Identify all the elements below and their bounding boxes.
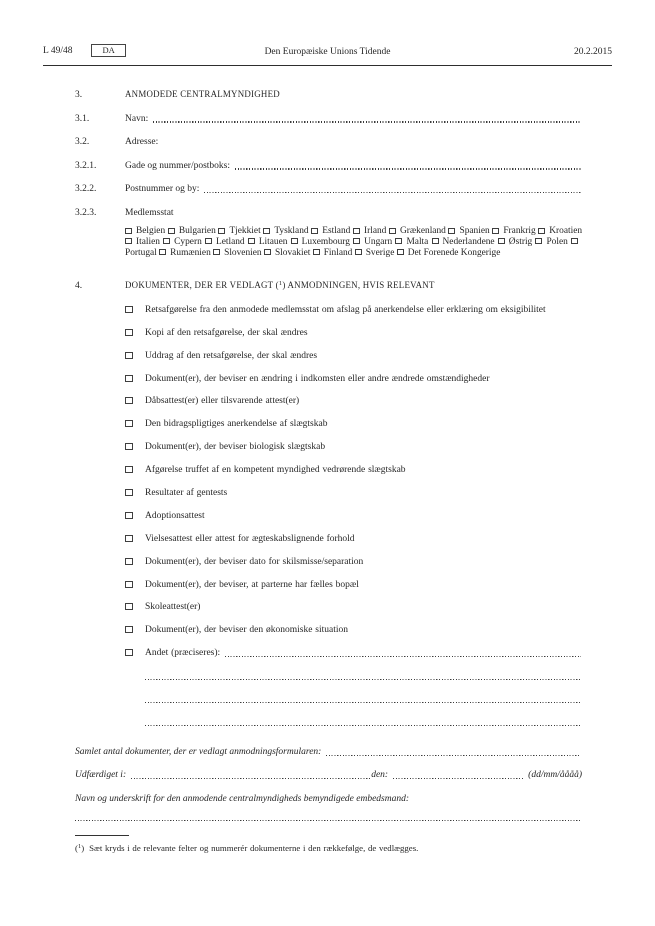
member-state-option[interactable]: [168, 226, 216, 236]
section-4-title: [125, 278, 435, 291]
section-3-title: ANMODEDE CENTRALMYNDIGHED: [125, 89, 280, 99]
document-checklist-item: [125, 534, 582, 545]
checkbox-icon[interactable]: [213, 249, 220, 255]
checkbox-icon[interactable]: [163, 238, 170, 244]
checkbox-icon[interactable]: [264, 249, 271, 255]
checkbox-icon[interactable]: [218, 228, 225, 234]
member-state-label: Ungarn: [364, 236, 393, 247]
blank-fill-in-row: [145, 694, 582, 705]
form-field-row: [75, 208, 582, 219]
member-state-option[interactable]: [397, 248, 501, 258]
form-body: [75, 66, 582, 823]
checkbox-icon[interactable]: [353, 228, 360, 234]
checkbox-icon[interactable]: [311, 228, 318, 234]
member-state-label: Belgien: [136, 226, 166, 236]
document-label: Adoptionsattest: [145, 510, 205, 521]
form-field-row: [75, 114, 582, 125]
member-state-option[interactable]: [263, 226, 308, 236]
member-state-option[interactable]: [432, 237, 495, 247]
document-label: Kopi af den retsafgørelse, der skal ændres: [145, 327, 308, 338]
page-header: [43, 0, 612, 66]
journal-title: Den Europæiske Unions Tidende: [264, 47, 391, 57]
document-label: Afgørelse truffet af en kompetent myndighed vedrørende slægtskab: [145, 465, 406, 476]
member-state-label: Letland: [215, 236, 245, 247]
checkbox-icon[interactable]: [125, 558, 133, 565]
document-checklist-item: [125, 442, 582, 453]
footnote-marker-open: (: [75, 843, 78, 854]
document-label: Resultater af gentests: [145, 488, 228, 499]
checkbox-icon[interactable]: [125, 306, 133, 313]
checkbox-icon[interactable]: [125, 489, 133, 496]
blank-fill-in-row: [145, 671, 582, 682]
date-format-hint: (dd/mm/åååå): [528, 770, 582, 781]
date-label: den:: [371, 770, 389, 781]
form-field-row: [75, 184, 582, 195]
field-label: Gade og nummer/postboks:: [125, 160, 231, 171]
member-state-label: Det Forenede Kongerige: [407, 247, 501, 258]
member-state-label: Irland: [363, 226, 387, 236]
checkbox-icon[interactable]: [389, 228, 396, 234]
place-label: Udfærdiget i:: [75, 770, 127, 781]
member-state-option[interactable]: [218, 226, 260, 236]
member-state-label: Polen: [546, 236, 568, 247]
document-checklist: [125, 305, 582, 659]
date-fill-in-line[interactable]: [388, 770, 528, 781]
document-checklist-item: [125, 465, 582, 476]
checkbox-icon[interactable]: [125, 443, 133, 450]
document-checklist-item: [125, 374, 582, 385]
form-field-row: [75, 137, 582, 148]
fill-in-line[interactable]: [145, 694, 582, 705]
checkbox-icon[interactable]: [125, 466, 133, 473]
document-label: Uddrag af den retsafgørelse, der skal ændres: [145, 350, 318, 361]
member-state-option[interactable]: [535, 237, 567, 247]
section-4-heading: [75, 278, 582, 292]
checkbox-icon[interactable]: [355, 249, 362, 255]
document-checklist-item: [125, 602, 582, 613]
member-state-option[interactable]: [498, 237, 532, 247]
fill-in-line[interactable]: [199, 184, 582, 195]
member-state-label: Slovenien: [224, 247, 262, 258]
member-state-label: Sverige: [365, 247, 395, 258]
member-state-option[interactable]: [159, 248, 211, 258]
footnote-marker-close: ): [81, 843, 85, 854]
section-4-number: 4.: [75, 281, 83, 292]
member-state-label: Portugal: [125, 247, 157, 258]
field-number: 3.2.3.: [75, 207, 97, 218]
checkbox-icon[interactable]: [395, 238, 402, 244]
member-state-label: Rumænien: [170, 247, 211, 258]
footnote-reference: 1: [278, 280, 283, 288]
footnote: [75, 835, 582, 854]
fill-in-line[interactable]: [321, 747, 582, 758]
member-state-label: Estland: [322, 226, 351, 236]
checkbox-icon[interactable]: [125, 238, 132, 244]
section-3-number: 3.: [75, 90, 83, 100]
field-number: 3.2.2.: [75, 184, 97, 194]
blank-fill-in-row: [145, 717, 582, 728]
member-state-label: Kroatien: [549, 226, 583, 236]
member-state-option[interactable]: [163, 237, 202, 247]
checkbox-icon[interactable]: [125, 375, 133, 382]
field-number: 3.2.: [75, 137, 90, 147]
member-state-option[interactable]: [248, 237, 288, 247]
member-state-label: Spanien: [459, 226, 490, 236]
member-state-label: Østrig: [508, 236, 533, 247]
member-state-option[interactable]: [313, 248, 353, 258]
document-label: Dokument(er), der beviser dato for skilsmisse/separation: [145, 556, 364, 567]
checkbox-icon[interactable]: [263, 228, 270, 234]
member-state-label: Litauen: [258, 236, 288, 247]
member-state-option[interactable]: [538, 226, 582, 236]
document-label: Skoleattest(er): [145, 602, 201, 613]
checkbox-icon[interactable]: [125, 420, 133, 427]
closing-block: [75, 747, 582, 824]
checkbox-icon[interactable]: [125, 603, 133, 610]
checkbox-icon[interactable]: [498, 238, 505, 244]
document-checklist-item: [125, 625, 582, 636]
document-label: Dåbsattest(er) eller tilsvarende attest(er): [145, 396, 300, 407]
document-checklist-item: [125, 396, 582, 407]
checkbox-icon[interactable]: [571, 238, 578, 244]
member-state-option[interactable]: [125, 226, 165, 236]
member-state-option[interactable]: [311, 226, 350, 236]
member-state-option[interactable]: [213, 248, 262, 258]
member-state-option[interactable]: [389, 226, 446, 236]
document-label: Andet (præciseres):: [145, 648, 221, 659]
member-state-label: Malta: [406, 236, 429, 247]
document-checklist-item: [125, 648, 582, 659]
checkbox-icon[interactable]: [125, 535, 133, 542]
document-checklist-item: [125, 305, 582, 316]
document-checklist-item: [125, 557, 582, 568]
member-state-option[interactable]: [264, 248, 310, 258]
footnote-divider: [75, 835, 129, 836]
signature-line[interactable]: [75, 812, 582, 823]
checkbox-icon[interactable]: [353, 238, 360, 244]
fill-in-line[interactable]: [148, 114, 582, 125]
other-details-blank-lines: [75, 671, 582, 728]
member-state-checkbox-group: [125, 226, 582, 258]
footnote-marker-number: 1: [77, 843, 82, 851]
checkbox-icon[interactable]: [538, 228, 545, 234]
header-left: [43, 45, 213, 58]
total-documents-row: [75, 747, 582, 758]
document-label: Den bidragspligtiges anerkendelse af slægtskab: [145, 419, 328, 430]
place-date-row: [75, 770, 582, 781]
document-label: Vielsesattest eller attest for ægteskabslignende forhold: [145, 533, 355, 544]
signature-row: [75, 812, 582, 823]
member-state-label: Luxembourg: [301, 236, 350, 247]
checkbox-icon[interactable]: [248, 238, 255, 244]
member-state-label: Tjekkiet: [229, 226, 261, 236]
member-state-label: Tyskland: [274, 226, 309, 236]
member-state-label: Grækenland: [400, 226, 446, 236]
member-state-label: Bulgarien: [178, 226, 216, 236]
member-state-label: Finland: [323, 247, 353, 258]
document-checklist-item: [125, 511, 582, 522]
checkbox-icon[interactable]: [448, 228, 455, 234]
document-label: Dokument(er), der beviser, at parterne har fælles bopæl: [145, 579, 359, 590]
checkbox-icon[interactable]: [125, 512, 133, 519]
member-state-option[interactable]: [205, 237, 245, 247]
section-4-title-post: ) ANMODNINGEN, HVIS RELEVANT: [282, 280, 435, 291]
field-number: 3.1.: [75, 113, 90, 124]
fill-in-line[interactable]: [220, 648, 582, 659]
section-3-heading: [75, 89, 582, 101]
member-state-label: Frankrig: [503, 226, 536, 236]
fill-in-line[interactable]: [145, 717, 582, 728]
checkbox-icon[interactable]: [125, 397, 133, 404]
field-label: Medlemsstat: [125, 207, 174, 218]
page-number: L 49/48: [43, 46, 73, 56]
document-checklist-item: [125, 351, 582, 362]
section-4-title-pre: DOKUMENTER, DER ER VEDLAGT (: [125, 280, 279, 291]
fill-in-line[interactable]: [230, 161, 582, 172]
member-state-option[interactable]: [353, 226, 386, 236]
document-label: Dokument(er), der beviser en ændring i indkomsten eller andre ændrede omstændigheder: [145, 373, 490, 384]
checkbox-icon[interactable]: [205, 238, 212, 244]
document-checklist-item: [125, 328, 582, 339]
member-state-option[interactable]: [492, 226, 535, 236]
document-label: Retsafgørelse fra den anmodede medlemsstat om afslag på anerkendelse eller erklæring om eksigibilitet: [145, 304, 546, 315]
checkbox-icon[interactable]: [313, 249, 320, 255]
form-field-row: [75, 161, 582, 172]
checkbox-icon[interactable]: [125, 649, 133, 656]
place-fill-in-line[interactable]: [126, 770, 371, 781]
document-checklist-item: [125, 488, 582, 499]
document-label: Dokument(er), der beviser biologisk slægtskab: [145, 442, 326, 453]
field-label: Navn:: [125, 113, 149, 124]
checkbox-icon[interactable]: [397, 249, 404, 255]
member-state-label: Slovakiet: [274, 247, 311, 258]
checkbox-icon[interactable]: [125, 329, 133, 336]
member-state-option[interactable]: [448, 226, 489, 236]
document-checklist-item: [125, 419, 582, 430]
footnote-marker: [75, 843, 84, 853]
checkbox-icon[interactable]: [432, 238, 439, 244]
header-date: 20.2.2015: [574, 47, 612, 57]
field-label: Adresse:: [125, 137, 159, 147]
checkbox-icon[interactable]: [291, 238, 298, 244]
field-number: 3.2.1.: [75, 160, 97, 171]
document-label: Dokument(er), der beviser den økonomiske situation: [145, 625, 349, 636]
language-badge: DA: [91, 44, 125, 57]
footnote-text: Sæt kryds i de relevante felter og nummerér dokumenterne i den rækkefølge, de vedlægges.: [89, 843, 419, 854]
signature-label: Navn og underskrift for den anmodende centralmyndigheds bemyndigede embedsmand:: [75, 793, 410, 804]
checkbox-icon[interactable]: [159, 249, 166, 255]
checkbox-icon[interactable]: [535, 238, 542, 244]
checkbox-icon[interactable]: [125, 352, 133, 359]
fill-in-line[interactable]: [145, 671, 582, 682]
checkbox-icon[interactable]: [168, 228, 175, 234]
footnote-text-row: [75, 841, 582, 854]
checkbox-icon[interactable]: [125, 626, 133, 633]
member-state-label: Cypern: [174, 236, 202, 247]
member-state-option[interactable]: [125, 237, 160, 247]
checkbox-icon[interactable]: [125, 581, 133, 588]
member-state-label: Italien: [136, 236, 160, 247]
member-state-option[interactable]: [353, 237, 392, 247]
total-documents-label: Samlet antal dokumenter, der er vedlagt anmodningsformularen:: [75, 746, 322, 757]
section-3-fields: [75, 114, 582, 219]
member-state-option[interactable]: [291, 237, 350, 247]
checkbox-icon[interactable]: [492, 228, 499, 234]
signature-label-row: [75, 794, 582, 805]
field-label: Postnummer og by:: [125, 184, 200, 194]
member-state-option[interactable]: [355, 248, 395, 258]
member-state-option[interactable]: [395, 237, 428, 247]
checkbox-icon[interactable]: [125, 228, 132, 234]
document-checklist-item: [125, 580, 582, 591]
member-state-label: Nederlandene: [442, 236, 495, 247]
